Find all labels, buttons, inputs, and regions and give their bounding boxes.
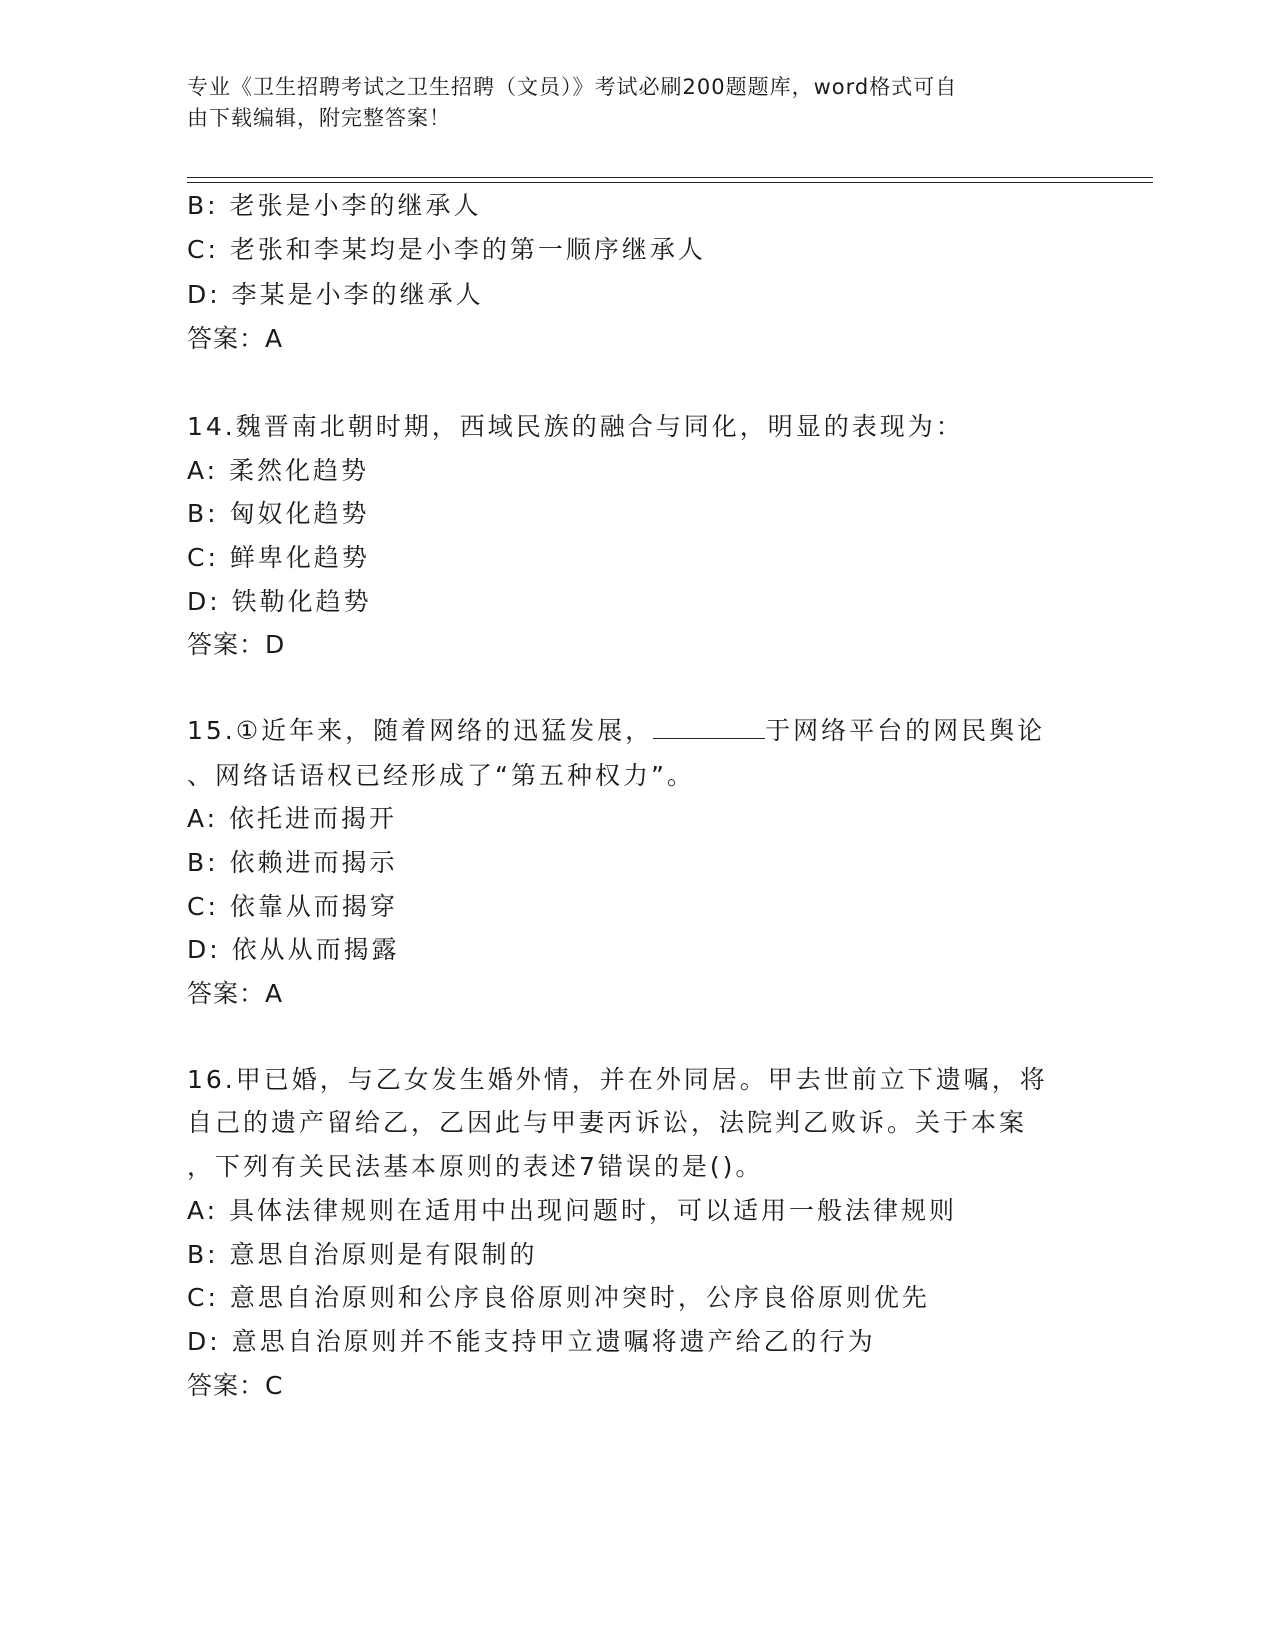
- q15-answer: 答案：A: [187, 979, 284, 1008]
- q16-answer: 答案：C: [187, 1371, 284, 1400]
- q15-option-d: D: 依从从而揭露: [187, 935, 400, 964]
- q16-option-c: C: 意思自治原则和公序良俗原则冲突时，公序良俗原则优先: [187, 1283, 930, 1312]
- header-line-2: 由下载编辑，附完整答案！: [187, 106, 451, 130]
- q14-question: 14.魏晋南北朝时期，西域民族的融合与同化，明显的表现为：: [187, 412, 964, 441]
- q14-option-b: B: 匈奴化趋势: [187, 499, 370, 528]
- q16-question-line-1: 16.甲已婚，与乙女发生婚外情，并在外同居。甲去世前立下遗嘱，将: [187, 1065, 1048, 1094]
- q14-option-d: D: 铁勒化趋势: [187, 587, 372, 616]
- q13-option-b: B: 老张是小李的继承人: [187, 191, 482, 220]
- header-rule-bottom: [187, 182, 1153, 183]
- q15-option-c: C: 依靠从而揭穿: [187, 892, 398, 921]
- document-header: [187, 72, 1067, 134]
- q16-option-d: D: 意思自治原则并不能支持甲立遗嘱将遗产给乙的行为: [187, 1327, 876, 1356]
- q16-option-b: B: 意思自治原则是有限制的: [187, 1240, 538, 1269]
- q15-question-line-1: [187, 716, 1045, 746]
- q16-question-line-2: 自己的遗产留给乙，乙因此与甲妻丙诉讼，法院判乙败诉。关于本案: [187, 1108, 1028, 1137]
- q16-question-line-3: ，下列有关民法基本原则的表述7错误的是()。: [187, 1152, 764, 1181]
- q13-answer: 答案：A: [187, 324, 284, 353]
- q14-answer: 答案：D: [187, 630, 286, 659]
- header-rule-top: [187, 177, 1153, 178]
- q14-option-c: C: 鲜卑化趋势: [187, 543, 370, 572]
- q15-question-line-2: 、网络话语权已经形成了“第五种权力”。: [187, 761, 695, 790]
- q15-option-a: A: 依托进而揭开: [187, 804, 398, 833]
- q14-option-a: A: 柔然化趋势: [187, 456, 370, 485]
- q15-question-part-1: 15.①近年来，随着网络的迅猛发展，: [187, 716, 654, 745]
- header-line-1: 专业《卫生招聘考试之卫生招聘（文员）》考试必刷200题题库，word格式可自: [187, 75, 958, 99]
- q15-blank: [653, 718, 765, 739]
- q15-question-part-2: 于网络平台的网民舆论: [765, 716, 1046, 745]
- q15-option-b: B: 依赖进而揭示: [187, 848, 398, 877]
- q16-option-a: A: 具体法律规则在适用中出现问题时，可以适用一般法律规则: [187, 1196, 958, 1225]
- q13-option-c: C: 老张和李某均是小李的第一顺序继承人: [187, 235, 706, 264]
- q13-option-d: D: 李某是小李的继承人: [187, 280, 484, 309]
